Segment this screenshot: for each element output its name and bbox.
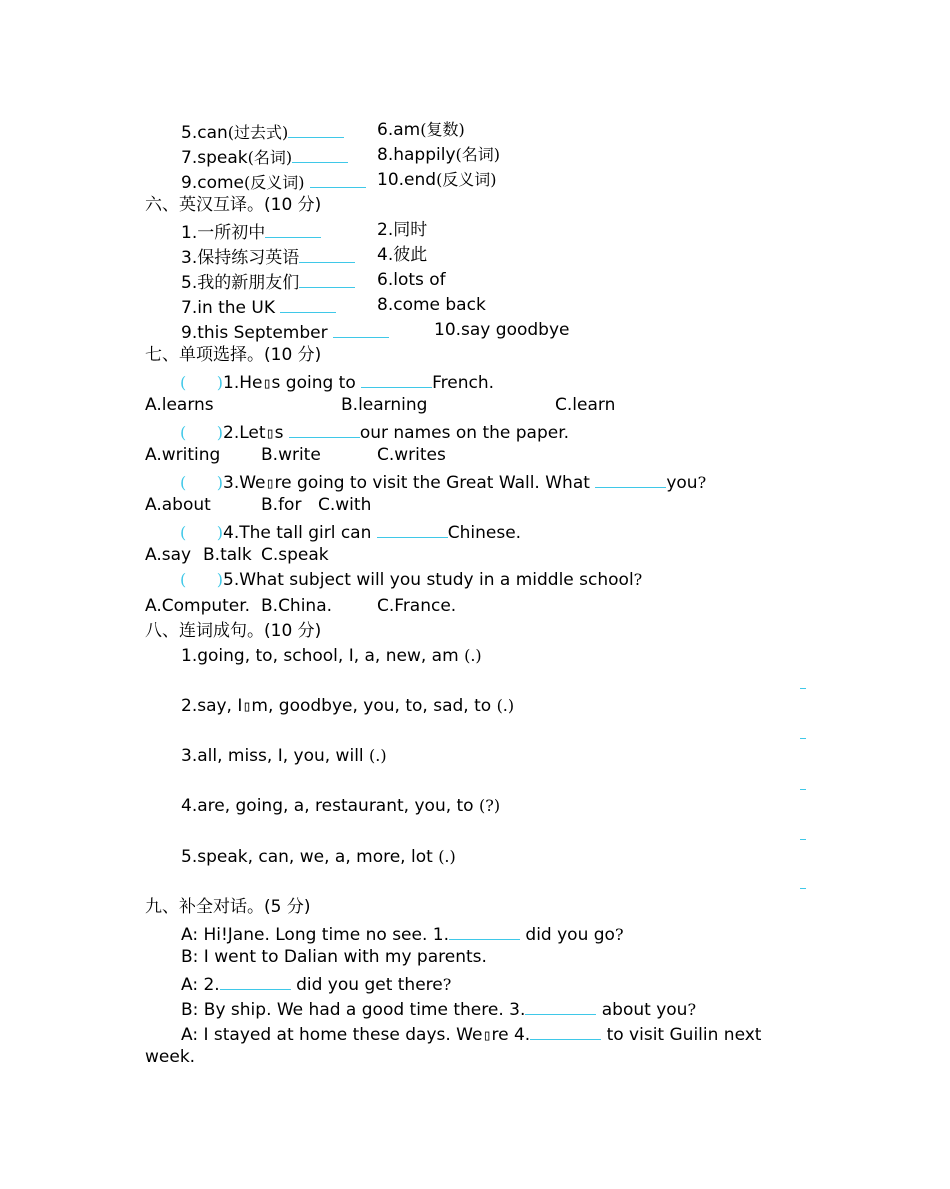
answer-line-mark[interactable]: [800, 738, 806, 739]
answer-blank[interactable]: [299, 244, 355, 263]
dialogue-line-2: B: I went to Dalian with my parents.: [181, 947, 487, 967]
answer-line-mark[interactable]: [800, 789, 806, 790]
answer-paren[interactable]: ( ): [180, 570, 224, 589]
question-1: ( )1.He▯s going to French.: [180, 369, 494, 391]
option: C.learn: [555, 395, 616, 415]
question-2: ( )2.Let▯s our names on the paper.: [180, 419, 569, 441]
answer-line-mark[interactable]: [800, 688, 806, 689]
section-heading-8: 八、连词成句。(10 分): [145, 621, 322, 641]
translation-item: 5.我的新朋友们: [181, 269, 355, 291]
part5-row2: 7.speak(名词): [181, 144, 348, 166]
answer-paren[interactable]: ( ): [180, 423, 224, 442]
part5-row1-b: 6.am(复数): [377, 120, 465, 140]
option: B.for: [261, 495, 302, 515]
answer-line-mark[interactable]: [800, 839, 806, 840]
answer-blank[interactable]: [530, 1021, 601, 1040]
translation-item: 2.同时: [377, 220, 428, 240]
section-heading-9: 九、补全对话。(5 分): [145, 897, 311, 917]
sentence-1: 1.going, to, school, I, a, new, am (.): [181, 646, 482, 666]
option: B.China.: [261, 596, 333, 616]
sentence-3: 3.all, miss, I, you, will (.): [181, 746, 387, 766]
section-heading-6: 六、英汉互译。(10 分): [145, 195, 322, 215]
translation-item: 4.彼此: [377, 245, 428, 265]
option: A.learns: [145, 395, 214, 415]
answer-blank[interactable]: [265, 219, 321, 238]
sentence-5: 5.speak, can, we, a, more, lot (.): [181, 847, 456, 867]
answer-blank[interactable]: [220, 971, 291, 990]
option: C.France.: [377, 596, 457, 616]
sentence-2: 2.say, I▯m, goodbye, you, to, sad, to (.): [181, 696, 515, 716]
option: B.talk: [203, 545, 252, 565]
part5-row3: 9.come(反义词): [181, 169, 366, 191]
answer-blank[interactable]: [361, 369, 432, 388]
translation-item: 6.lots of: [377, 270, 446, 290]
answer-blank[interactable]: [299, 269, 355, 288]
part5-row3-b: 10.end(反义词): [377, 170, 497, 190]
translation-item: 7.in the UK: [181, 294, 336, 316]
dialogue-line-5: A: I stayed at home these days. We▯re 4. to visit Guilin next: [181, 1021, 761, 1043]
dialogue-line-4: B: By ship. We had a good time there. 3. about you?: [181, 996, 696, 1018]
option: A.say: [145, 545, 192, 565]
option: C.speak: [261, 545, 329, 565]
answer-blank[interactable]: [280, 294, 336, 313]
option: C.with: [318, 495, 372, 515]
answer-paren[interactable]: ( ): [180, 523, 224, 542]
translation-item: 10.say goodbye: [434, 320, 570, 340]
dialogue-line-1: A: Hi!Jane. Long time no see. 1. did you go?: [181, 921, 624, 943]
question-3: ( )3.We▯re going to visit the Great Wall. What you?: [180, 469, 706, 491]
answer-line-mark[interactable]: [800, 888, 806, 889]
translation-item: 3.保持练习英语: [181, 244, 355, 266]
question-4: ( )4.The tall girl can Chinese.: [180, 519, 521, 541]
question-5: ( )5.What subject will you study in a middle school?: [180, 570, 643, 590]
answer-blank[interactable]: [310, 169, 366, 188]
answer-blank[interactable]: [292, 144, 348, 163]
answer-blank[interactable]: [377, 519, 448, 538]
answer-blank[interactable]: [595, 469, 666, 488]
answer-blank[interactable]: [449, 921, 520, 940]
option: A.about: [145, 495, 211, 515]
option: B.learning: [341, 395, 428, 415]
translation-item: 9.this September: [181, 319, 389, 341]
dialogue-line-6: week.: [145, 1047, 196, 1067]
option: B.write: [261, 445, 321, 465]
sentence-4: 4.are, going, a, restaurant, you, to (?): [181, 796, 501, 816]
part5-row2-b: 8.happily(名词): [377, 145, 501, 165]
option: A.Computer.: [145, 596, 251, 616]
translation-item: 1.一所初中: [181, 219, 321, 241]
answer-blank[interactable]: [525, 996, 596, 1015]
answer-blank[interactable]: [333, 319, 389, 338]
translation-item: 8.come back: [377, 295, 486, 315]
part5-row1: 5.can(过去式): [181, 119, 344, 141]
answer-blank[interactable]: [288, 119, 344, 138]
section-heading-7: 七、单项选择。(10 分): [145, 345, 322, 365]
answer-paren[interactable]: ( ): [180, 473, 224, 492]
option: A.writing: [145, 445, 221, 465]
answer-paren[interactable]: ( ): [180, 373, 224, 392]
answer-blank[interactable]: [289, 419, 360, 438]
dialogue-line-3: A: 2. did you get there?: [181, 971, 451, 993]
option: C.writes: [377, 445, 446, 465]
